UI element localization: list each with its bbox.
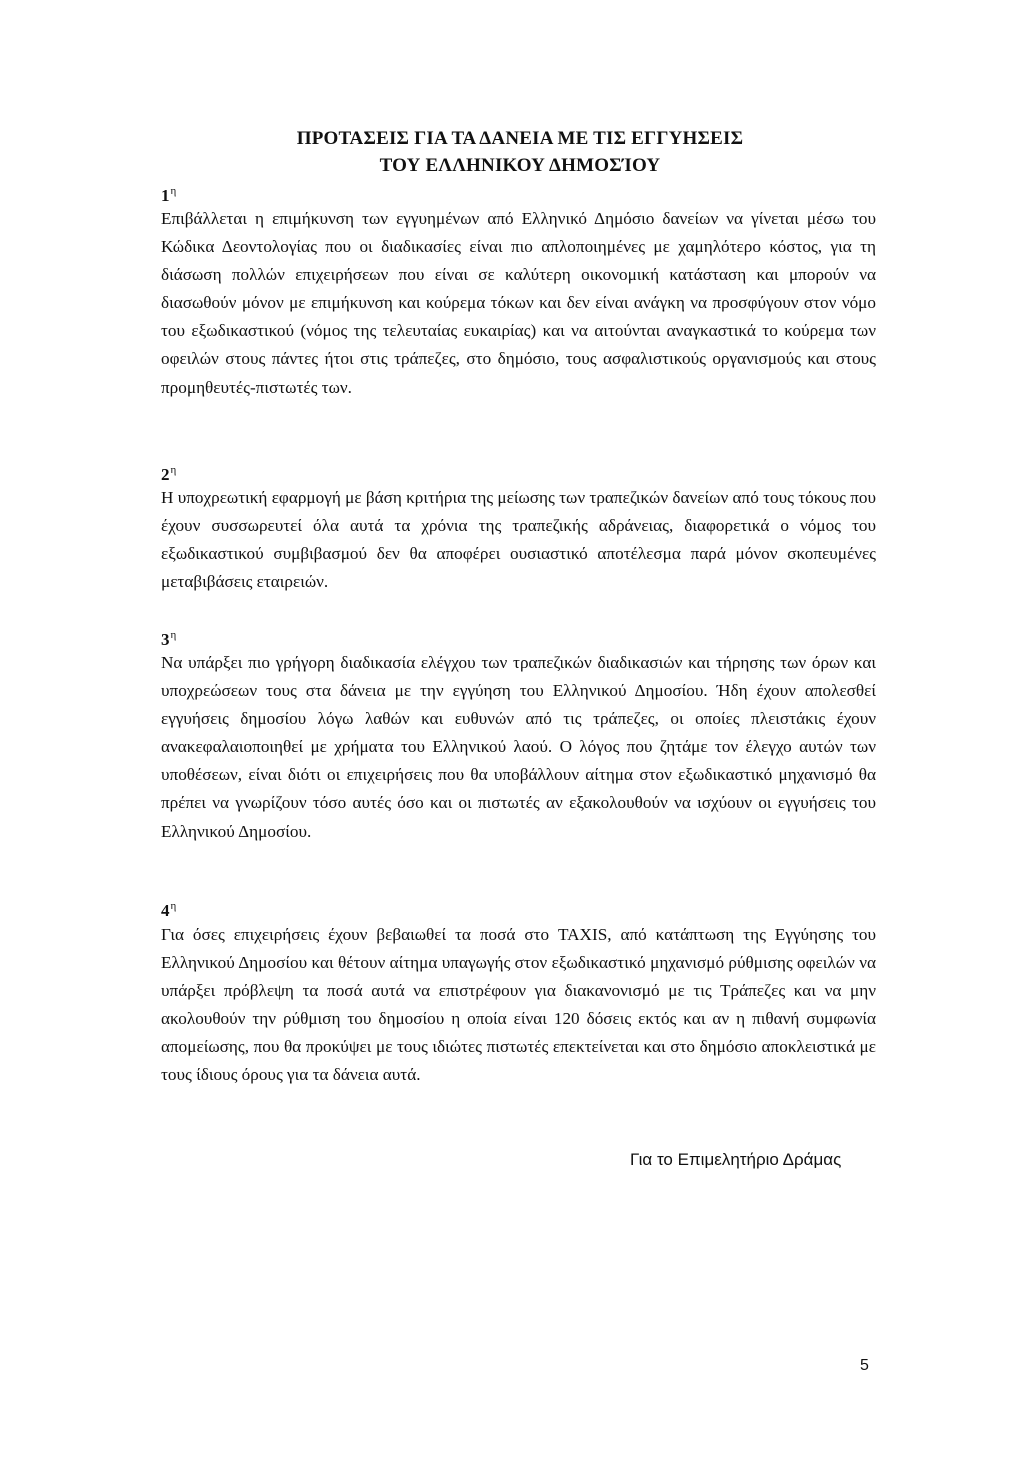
page-number: 5 [860, 1357, 869, 1374]
section-paragraph: Να υπάρξει πιο γρήγορη διαδικασία ελέγχου των τραπεζικών διαδικασιών και τήρησης των όρων και υποχρεώσεων τους στα δάνεια με την εγγύηση του Ελληνικού Δημοσίου. Ήδη έχουν απολεσθεί εγγυήσεις δημοσίου λόγω λαθών και ευθυνών από τις τράπεζες, οι οποίες πλειστάκις έχουν ανακεφαλαιοποιηθεί με χρήματα του Ελληνικού λαού. Ο λόγος που ζητάμε τον έλεγχο αυτών των υποθέσεων, είναι διότι οι επιχειρήσεις που θα υποβάλλουν αίτημα στον εξωδικαστικό μηχανισμό θα πρέπει να γνωρίζουν τόσο αυτές όσο και οι πιστωτές αν εξακολουθούν να ισχύουν οι εγγυήσεις του Ελληνικού Δημοσίου. [161, 653, 876, 841]
section-paragraph: Επιβάλλεται η επιμήκυνση των εγγυημένων από Ελληνικό Δημόσιο δανείων να γίνεται μέσω του Κώδικα Δεοντολογίας που οι διαδικασίες είναι πιο απλοποιημένες με χαμηλότερο κόστος, για τη διάσωση πολλών επιχειρήσεων που είναι σε καλύτερη οικονομική κατάσταση και μπορούν να διασωθούν μόνον με επιμήκυνση και κούρεμα τόκων και δεν είναι ανάγκη να προσφύγουν στον νόμο του εξωδικαστικού (νόμος της τελευταίας ευκαιρίας) και να αιτούνται αναγκαστικά το κούρεμα των οφειλών στους πάντες ήτοι στις τράπεζες, στο δημόσιο, τους ασφαλιστικούς οργανισμούς και στους προμηθευτές-πιστωτές των. [161, 209, 876, 397]
section-number-value: 3 [161, 630, 170, 649]
section-number-value: 1 [161, 186, 170, 205]
section-number [161, 464, 176, 485]
signature-line: Για το Επιμελητήριο Δράμας [630, 1150, 842, 1169]
document-title-line-2: ΤΟΥ ΕΛΛΗΝΙΚΟΥ ΔΗΜΟΣΊΟΥ [379, 155, 661, 176]
ordinal-suffix: η [170, 629, 177, 641]
section-paragraph: Για όσες επιχειρήσεις έχουν βεβαιωθεί τα ποσά στο TAXIS, από κατάπτωση της Εγγύησης του Ελληνικού Δημοσίου και θέτουν αίτημα υπαγωγής στον εξωδικαστικό μηχανισμό ρύθμισης οφειλών να υπάρξει πρόβλεψη τα ποσά αυτά να επιστρέφουν για διακανονισμό με τις Τράπεζες και να μην ακολουθούν την ρύθμιση του δημοσίου η οποία είναι 120 δόσεις εκτός και αν η πιθανή συμφωνία απομείωσης, που θα προκύψει με τους ιδιώτες πιστωτές επεκτείνεται και στο δημόσιο αποκλειστικά με τους ίδιους όρους για τα δάνεια αυτά. [161, 925, 876, 1085]
ordinal-suffix: η [170, 900, 177, 912]
section-number [161, 629, 176, 650]
document-title-line-1: ΠΡΟΤΑΣΕΙΣ ΓΙΑ ΤΑ ΔΑΝΕΙΑ ΜΕ ΤΙΣ ΕΓΓΥΗΣΕΙΣ [296, 128, 744, 149]
ordinal-suffix: η [170, 464, 177, 476]
section-number-value: 4 [161, 901, 170, 920]
section-number-value: 2 [161, 465, 170, 484]
section-number [161, 900, 176, 921]
ordinal-suffix: η [170, 185, 177, 197]
section-paragraph: Η υποχρεωτική εφαρμογή με βάση κριτήρια της μείωσης των τραπεζικών δανείων από τους τόκους που έχουν συσσωρευτεί όλα αυτά τα χρόνια της τραπεζικής αδράνειας, διαφορετικά ο νόμος του εξωδικαστικού συμβιβασμού δεν θα αποφέρει ουσιαστικό αποτέλεσμα παρά μόνον σκοπευμένες μεταβιβάσεις εταιρειών. [161, 488, 876, 592]
section-number [161, 185, 176, 206]
